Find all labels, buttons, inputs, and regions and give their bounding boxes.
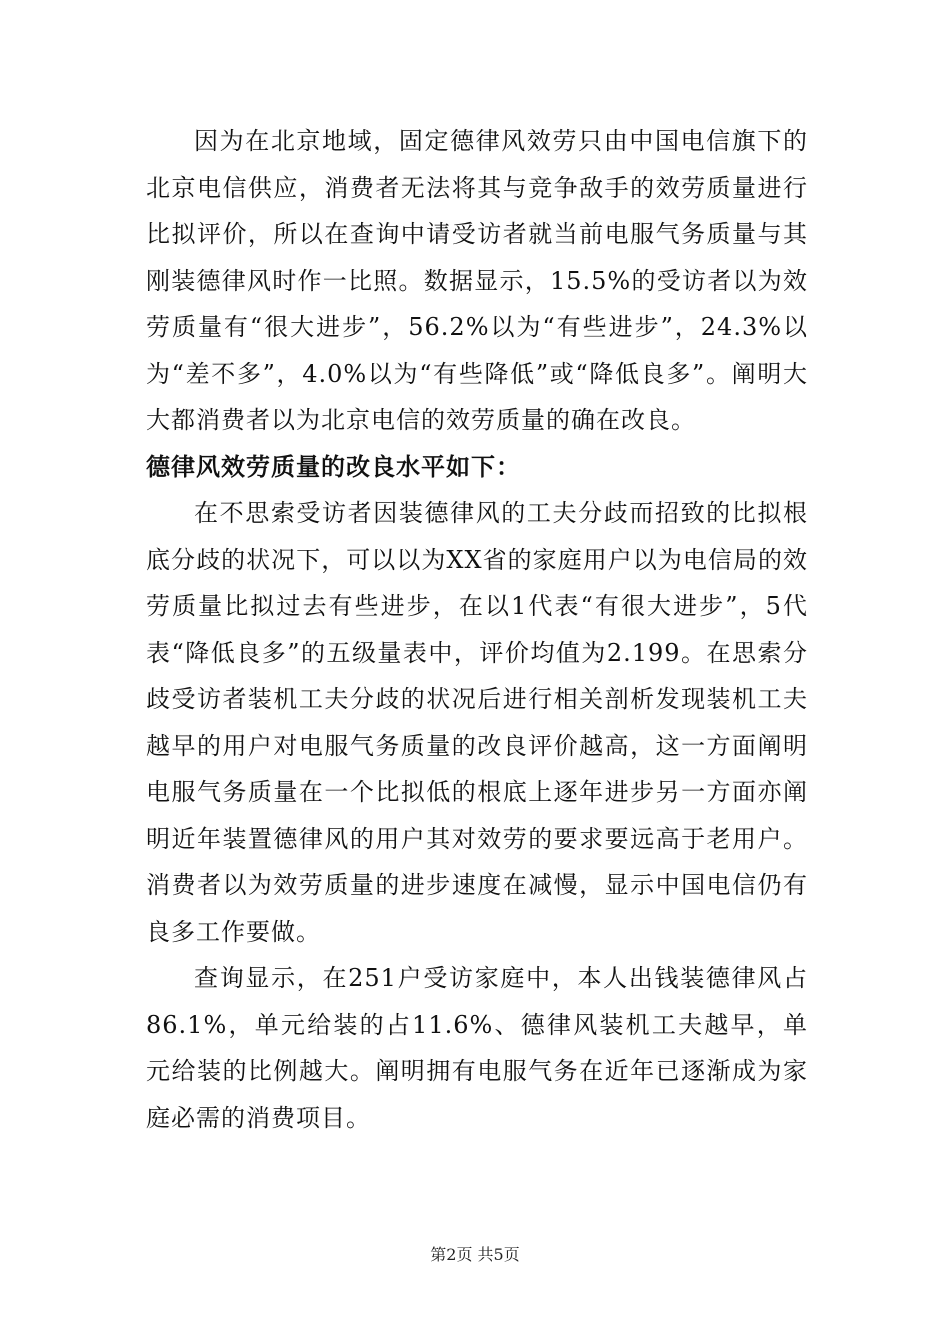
paragraph-improvement-level: 在不思索受访者因装德律风的工夫分歧而招致的比拟根底分歧的状况下，可以以为XX省的家庭用户以为电信局的效劳质量比拟过去有些进步，在以1代表“有很大进步”，5代表“降低良多”的五级量表中，评价均值为2.199。在思索分歧受访者装机工夫分歧的状况后进行相关剖析发现装机工夫越早的用户对电服气务质量的改良评价越高，这一方面阐明电服气务质量在一个比拟低的根底上逐年进步另一方面亦阐明近年装置德律风的用户其对效劳的要求要远高于老用户。消费者以为效劳质量的进步速度在减慢，显示中国电信仍有良多工作要做。 <box>146 499 808 946</box>
paragraph-service-comparison: 因为在北京地域，固定德律风效劳只由中国电信旗下的北京电信供应，消费者无法将其与竞争敌手的效劳质量进行比拟评价，所以在查询中请受访者就当前电服气务质量与其刚装德律风时作一比照。数据显示，15.5%的受访者以为效劳质量有“很大进步”，56.2%以为“有些进步”，24.3%以为“差不多”，4.0%以为“有些降低”或“降低良多”。阐明大大都消费者以为北京电信的效劳质量的确在改良。 <box>146 127 808 434</box>
document-body <box>146 118 808 1141</box>
section-heading: 德律风效劳质量的改良水平如下： <box>146 451 521 481</box>
paragraph-installation-payment: 查询显示，在251户受访家庭中，本人出钱装德律风占86.1%，单元给装的占11.6%、德律风装机工夫越早，单元给装的比例越大。阐明拥有电服气务在近年已逐渐成为家庭必需的消费项目。 <box>146 964 808 1132</box>
page-number-footer: 第2页 共5页 <box>430 1245 520 1264</box>
